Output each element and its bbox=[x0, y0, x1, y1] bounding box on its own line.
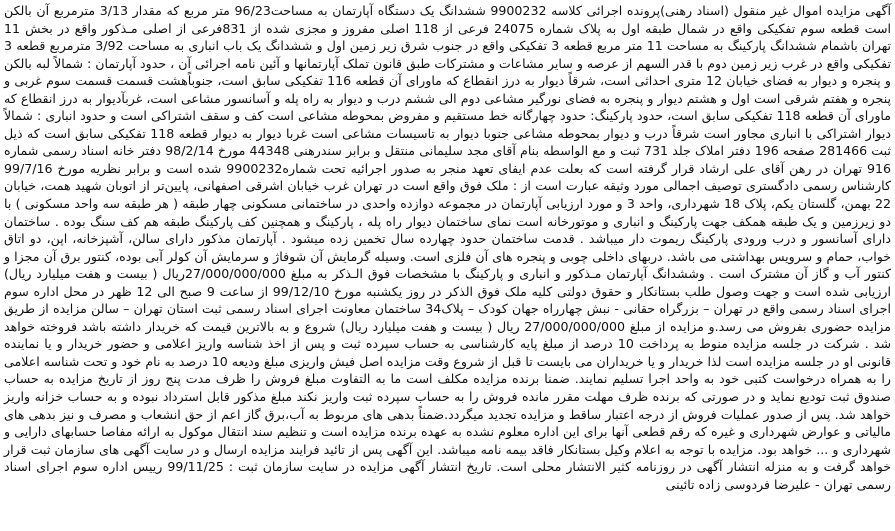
auction-notice-paragraph bbox=[4, 2, 891, 493]
notice-title: آگهی مزایده اموال غیر منقول (اسناد رهنی) bbox=[660, 3, 891, 18]
notice-body: پرونده اجرائی کلاسه 9900232 ششدانگ یک دستگاه آپارتمان به مساحت96/23 متر مربع که مقدار 3/13 مترمربع آن بالکن است قطعه سوم تفکیکی واقع در شمال طبقه اول به پلاک شماره 24075 فرعی از 118 اصلی مفروز و مجزی شده از 831فرعی از اصلی مـذکور واقع در بخش 11 تهران باشمام ششدانگ پارکینگ به مساحت 11 متر مربع قطعه 3 تفکیکی واقع در جنوب شرق زیر زمین اول و ششدانگ یک باب انباری به مساحت 3/92 مترمربع قطعه 3 تفکیکی واقع در غرب زیر زمین دوم با قدر السهم از عرصه و سایر مشاعات و مشترکات طبق قانون تملک آپارتمانها و آئین نامه اجرائی آن ، حدود آپارتمان : شمالاً لبه بالکن و پنجره و دیوار به فضای خیابان 12 متری احداثی است، شرقاً دیوار به درز انقطاع که ماورای آن قطعه 116 تفکیکی سابق است، جنوباًهشت قسمت قسمت سوم غربی و پنجره و هفتم شرقی است اول و هشتم دیوار و پنجره به فضای نورگیر مشاعی دوم الی ششم درب و دیوار به راه پله و آسانسور مشاعی است، غربآدیوار به درز انقطاع که ماورای آن قطعه 118 تفکیکی سابق است، حدود پارکینگ: حدود چهارگانه خط مستقیم و مفروض بمحوطه مشاعی است کف و سقف اشتراکی است و حدود انباری : شمالاً دیوار اشتراکی با انباری مجاور است شرقاً درب و دیوار بمحوطه مشاعی جنوبا دیوار به تاسیسات مشاعی است غربا دیوار به دیوار قطعه 118 تفکیکی سابق است که ذیل ثبت 281466 صفحه 196 دفتر املاک جلد 731 ثبت و مع الواسطه بنام آقای مجد سلیمانی منتقل و برابر سندرهنی 44348 مورخ 98/2/14 دفتر خانه اسناد رسمی شماره 916 تهران در رهن آقای علی ارشاد قرار گرفته است که بعلت عدم ایفای تعهد منجر به صدور اجرائیه تحت شماره9900232 شده است و برابر نظریه مورخ 99/7/16 کارشناس رسمی دادگستری توصیف اجمالی مورد وثیقه عبارت است از : ملک فوق واقع است در تهران غرب خیابان اشرقی اصفهانی، پایین‌تر از اتوبان شهید همت، خیابان 22 بهمن، گلستان یکم، پلاک 18 شهرداری، واحد 3 و مورد ارزیابی آپارتمان در مجموعه دوازده واحدی در ساختمانی مسکونی چهار طبقه ( هر طبقه سه واحد مسکونی ) با دو زیرزمین و یک طبقه همکف جهت پارکینگ و انباری و موتورخانه است نمای ساختمان دیوار راه پله ، پارکینگ و همچنین کف پارکینگ طبقه هم کف سنگ بوده . ساختمان دارای آسانسور و درب ورودی پارکینگ ریموت دار میباشد . قدمت ساختمان حدود چهارده سال تخمین زده میشود . آپارتمان مذکور دارای سالن، آشپزخانه، اپن، دو اتاق خواب، حمام و سرویس بهداشتی می باشد. دربهای داخلی چوبی و پنجره های آن فلزی است. وسیله گرمایش آن شوفاژ و سرمایش آن کولر آبی بوده، کنتور برق آن مجزا و کنتور آب و گاز آن مشترک است . وششدانگ آپارتمان مـذکور و انباری و پارکینگ با مشخصات فوق الـذکر به مبلغ 27/000/000/000ریال ( بیست و هفت میلیارد ریال) ارزیابی شده است و جهت وصول طلب بستانکار و حقوق دولتی کلیه ملک فوق الذکر در روز یکشنبه مورخ 99/12/10 از ساعت 9 صبح الی 12 ظهر در محل اداره سوم اجرای اسناد رسمی واقع در تهران – بزرگراه حقانی - نبش چهارراه جهان کودک – پلاک34 ساختمان معاونت اجرای اسناد رسمی ثبت استان تهران – سالن مزایده از طریق مزایده حضوری بفروش می رسد.و مزایده از مبلغ 27/000/000/000 ریال ( بیست و هفت میلیارد ریال) شروع و به بالاترین قیمت که خریدار داشته باشد فروخته خواهد شد . شرکت در جلسه مزایده منوط به پرداخت 10 درصد از مبلغ پایه کارشناسی به حساب سپرده ثبت و پس از اخذ شناسه واریز اعلامی و حضور خریدار و یا نماینده قانونی او در جلسه مزایده است لذا خریدار و یا خریداران می بایست تا قبل از شروع وقت مزایده اصل فیش واریزی مبلغ ودیعه 10 درصد به نام خود و تحت شناسه اعلامی را به همراه درخواست کتبی خود به واحد اجرا تسلیم نمایند. ضمنا برنده مزایده مکلف است ما به التفاوت مبلغ فروش را ظرف مدت پنج روز از تاریخ مزایده به حساب صندوق ثبت تودیع نماید و در صورتی که برنده ظرف مهلت مقرر مانده فروش را به حساب سپرده ثبت واریز نکند مبلغ مذکور قابل استرداد نبوده و به حساب خزانه واریز خواهد شد. پس از صدور عملیات فروش از درجه اعتبار ساقط و مزایده تجدید میگردد.ضمناً بدهی های مربوط به آب،برق گاز اعم از حق انشعاب و مصرف و نیز بدهی های مالیاتی و عوارض شهرداری و غیره که رقم قطعی آنها برای این اداره معلوم نشده به عهده برنده مزایده است و تنظیم سند انتقال موکول به ارائه مفاصا حسابهای دارایی و شهرداری و ... خواهد بود. مزایده با توجه به اعلام وکیل بستانکار فاقد بیمه نامه میباشد. این آگهی پس از تائید فرایند مزایده ارسال و در سایت آگهی های سازمان ثبت قرار خواهد گرفت و به منزله انتشار آگهی در روزنامه کثیر الانتشار محلی است. تاریخ انتشار آگهی مزایده در سایت سازمان ثبت : 99/11/25 رییس اداره سوم اجرای اسناد رسمی تهران - علیرضا فردوسی زاده تائینی bbox=[4, 3, 892, 492]
